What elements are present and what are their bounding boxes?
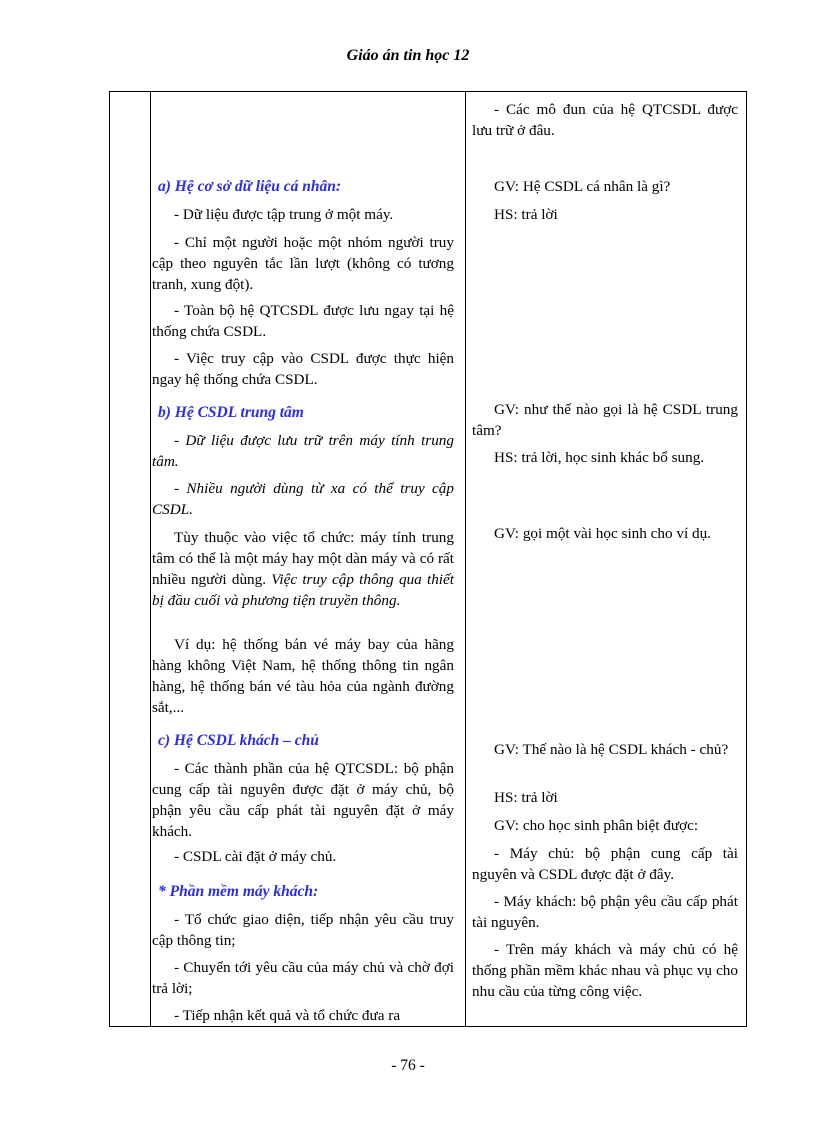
activity-text: - Máy chủ: bộ phận cung cấp tài nguyên và CSDL được đặt ở đây. — [472, 845, 738, 883]
paragraph: - Việc truy cập vào CSDL được thực hiện ngay hệ thống chứa CSDL. — [152, 350, 454, 388]
page-header: Giáo án tin học 12 — [346, 47, 470, 64]
paragraph: - Tiếp nhận kết quả và tổ chức đưa ra — [174, 1007, 401, 1024]
paragraph: - CSDL cài đặt ở máy chủ. — [174, 848, 337, 865]
activity-text: GV: Hệ CSDL cá nhân là gì? — [494, 178, 671, 195]
paragraph: - Dữ liệu được tập trung ở một máy. — [174, 206, 394, 223]
paragraph: - Các thành phần của hệ QTCSDL: bộ phận cung cấp tài nguyên được đặt ở máy chủ, bộ phận yêu cầu cấp phát tài nguyên đặt ở máy khách. — [152, 760, 454, 840]
activity-text: GV: gọi một vài học sinh cho ví dụ. — [494, 525, 711, 542]
paragraph-text: Tùy thuộc vào việc tổ chức: máy tính trung tâm có thể là một máy hay một dàn máy và có rất nhiều người dùng. — [152, 529, 454, 588]
activity-text: GV: như thế nào gọi là hệ CSDL trung tâm? — [472, 401, 738, 439]
paragraph — [152, 527, 454, 611]
paragraph: - Chỉ một người hoặc một nhóm người truy cập theo nguyên tắc lần lượt (không có tương tranh, xung đột). — [152, 234, 454, 293]
paragraph: - Nhiều người dùng từ xa có thể truy cập CSDL. — [152, 480, 454, 518]
paragraph: - Toàn bộ hệ QTCSDL được lưu ngay tại hệ thống chứa CSDL. — [152, 302, 454, 340]
activity-text: - Trên máy khách và máy chủ có hệ thống phần mềm khác nhau và phục vụ cho nhu cầu của từng công việc. — [472, 941, 738, 1000]
paragraph: Ví dụ: hệ thống bán vé máy bay của hãng hàng không Việt Nam, hệ thống thông tin ngân hàng, hệ thống bán vé tàu hỏa của ngành đường sắt,... — [152, 636, 454, 716]
paragraph: - Dữ liệu được lưu trữ trên máy tính trung tâm. — [152, 432, 454, 470]
activity-text: HS: trả lời — [494, 789, 558, 806]
section-heading: c) Hệ CSDL khách – chủ — [158, 732, 319, 749]
activity-text: - Máy khách: bộ phận yêu cầu cấp phát tài nguyên. — [472, 893, 738, 931]
column-divider — [465, 92, 466, 1026]
section-heading: * Phần mềm máy khách: — [158, 883, 319, 900]
activity-text: HS: trả lời — [494, 206, 558, 223]
column-divider — [150, 92, 151, 1026]
page-number: - 76 - — [391, 1057, 425, 1074]
activity-text: - Các mô đun của hệ QTCSDL được lưu trữ ở đâu. — [472, 101, 738, 139]
paragraph: - Tổ chức giao diện, tiếp nhận yêu cầu truy cập thông tin; — [152, 911, 454, 949]
section-heading: b) Hệ CSDL trung tâm — [158, 404, 304, 421]
paragraph-italic-text: Việc truy cập thông qua thiết bị đầu cuối và phương tiện truyền thông. — [152, 571, 454, 609]
activity-text: GV: Thế nào là hệ CSDL khách - chủ? — [494, 741, 729, 758]
activity-text: GV: cho học sinh phân biệt được: — [494, 817, 699, 834]
activity-text: HS: trả lời, học sinh khác bổ sung. — [494, 449, 705, 466]
section-heading: a) Hệ cơ sở dữ liệu cá nhân: — [158, 178, 342, 195]
paragraph: - Chuyển tới yêu cầu của máy chủ và chờ đợi trả lời; — [152, 959, 454, 997]
